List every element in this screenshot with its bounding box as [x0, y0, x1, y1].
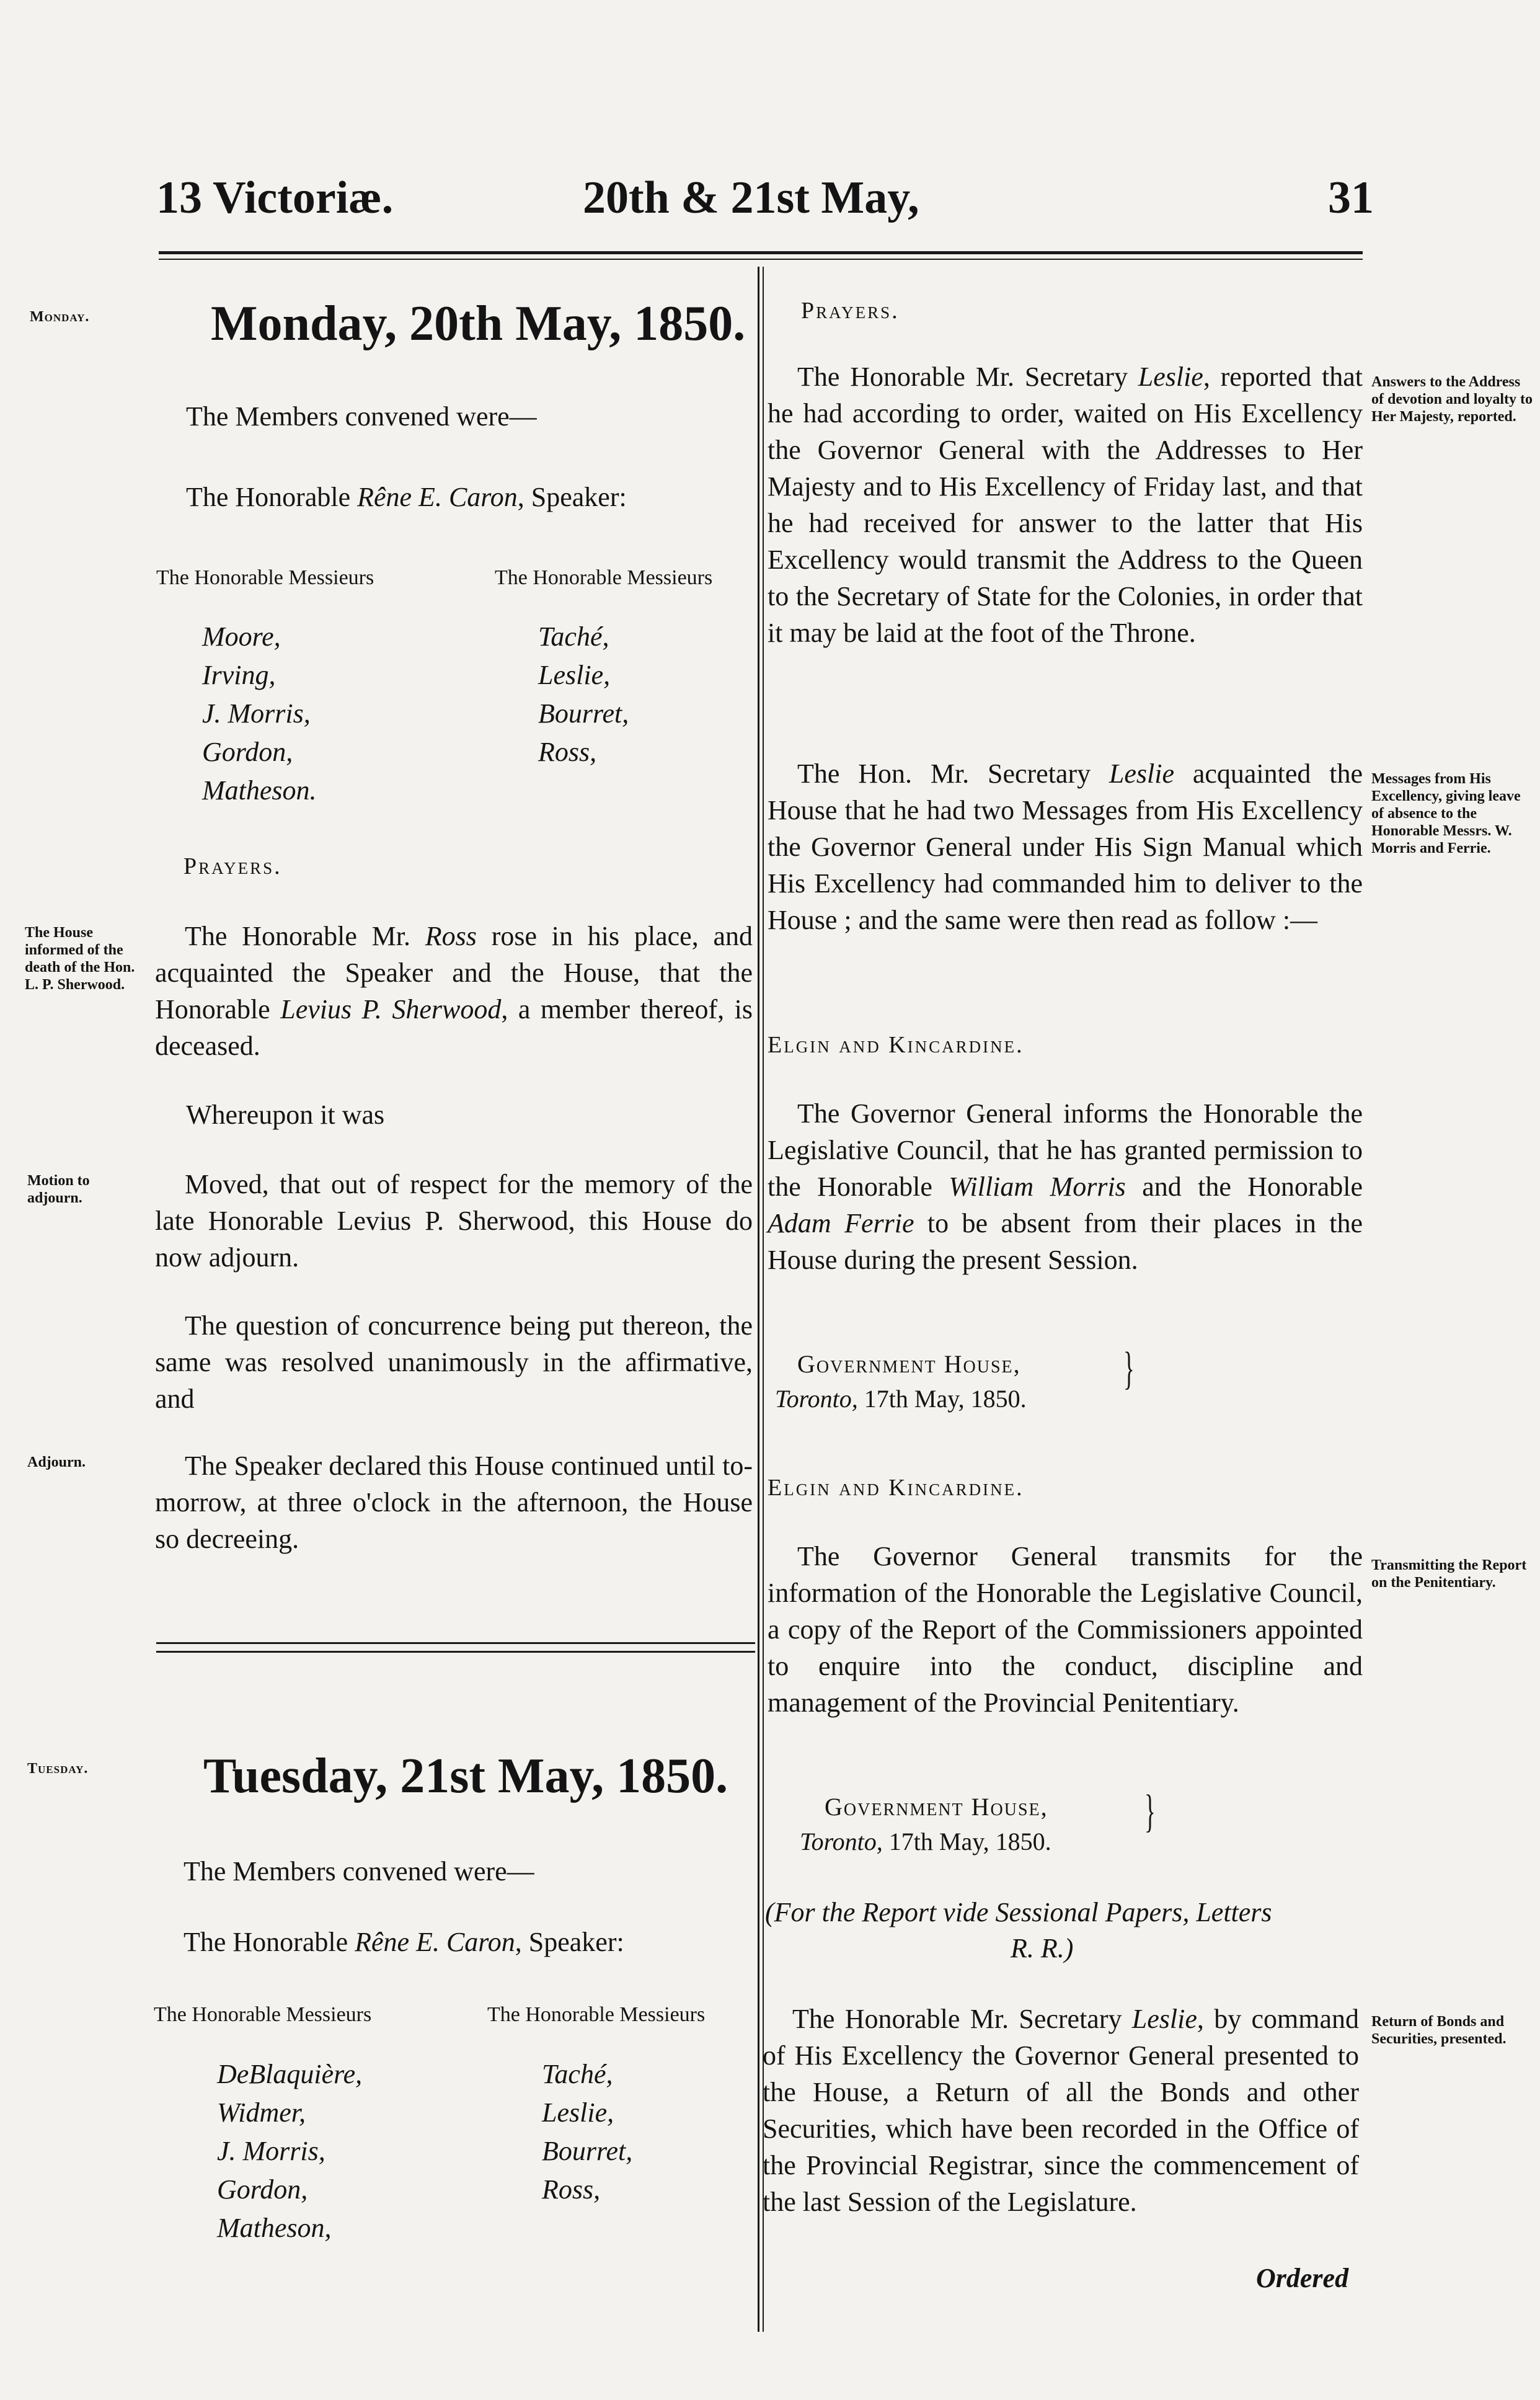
prayers-right: Prayers. — [801, 298, 900, 324]
sidenote-messages: Messages from His Excellency, giving leave of absence to the Honorable Messrs. W. Morris and Ferrie. — [1371, 771, 1521, 856]
tuesday-col-head-left: The Honorable Messieurs — [154, 2003, 372, 2026]
header-rule-thin — [159, 259, 1363, 260]
brace-2: } — [1144, 1786, 1156, 1837]
monday-members-left — [202, 618, 317, 810]
bonds-paragraph: The Honorable Mr. Secretary Leslie, by command of His Excellency the Governor General presented to the House, a Return of all the Bonds and other Securities, which have been recorded in the Office of the Provincial Registrar, since the commencement of the last Session of the Legislature. — [763, 2004, 1359, 2217]
monday-members-right — [538, 618, 629, 771]
question-paragraph: The question of concurrence being put thereon, the same was resolved unanimously in the affirmative, and — [155, 1310, 753, 1414]
tuesday-col-head-right: The Honorable Messieurs — [487, 2003, 706, 2026]
sidenote-transmitting: Transmitting the Report on the Penitentiary. — [1371, 1557, 1527, 1591]
report-reference-line-2: R. R.) — [1011, 1933, 1074, 1963]
monday-prayers: Prayers. — [184, 853, 282, 879]
sidenote-adjourn: Adjourn. — [27, 1454, 86, 1470]
monday-speaker: The Honorable Rêne E. Caron, Speaker: — [186, 482, 627, 512]
sidenote-motion: Motion to adjourn. — [27, 1173, 90, 1206]
monday-convened: The Members convened were— — [186, 401, 537, 432]
member-name: Leslie, — [542, 2097, 614, 2128]
member-name: Ross, — [542, 2174, 601, 2205]
message-two: The Governor General transmits for the information of the Honorable the Legislative Council, a copy of the Report of the Commissioners appointed to enquire into the conduct, discipline and management of the Provincial Penitentiary. — [768, 1541, 1363, 1718]
member-name: Moore, — [202, 621, 281, 652]
member-name: Gordon, — [202, 737, 293, 767]
member-name: Taché, — [538, 621, 609, 652]
speaker-name: Rêne E. Caron — [357, 482, 518, 512]
page-number: 31 — [1328, 172, 1374, 223]
message-one: The Governor General informs the Honorable the Legislative Council, that he has granted permission to the Honorable William Morris and the Honorable Adam Ferrie to be absent from their places in the House during the present Session. — [768, 1098, 1363, 1275]
day-separator — [156, 1642, 755, 1644]
brace-1: } — [1123, 1343, 1135, 1394]
sidenote-bonds: Return of Bonds and Securities, presented. — [1371, 2014, 1507, 2047]
monday-heading: Monday, 20th May, 1850. — [211, 296, 746, 351]
monday-col-head-left: The Honorable Messieurs — [156, 566, 374, 589]
member-name: Matheson, — [217, 2213, 332, 2243]
member-name: Matheson. — [202, 775, 317, 806]
report-reference-line-1: (For the Report vide Sessional Papers, Letters — [765, 1897, 1272, 1927]
day-separator-second — [156, 1651, 755, 1653]
member-name: Taché, — [542, 2059, 613, 2089]
member-name: J. Morris, — [217, 2136, 325, 2166]
sidenote-monday: Monday. — [30, 309, 90, 325]
speaker-name: Rêne E. Caron — [355, 1927, 515, 1957]
signature-block-2: Government House, Toronto, 17th May, 1850. — [800, 1793, 1051, 1856]
member-name: Leslie, — [538, 660, 611, 690]
member-name: DeBlaquière, — [217, 2059, 363, 2089]
motion-paragraph: Moved, that out of respect for the memory of the late Honorable Levius P. Sherwood, this House do now adjourn. — [155, 1169, 753, 1273]
whereupon: Whereupon it was — [186, 1100, 385, 1130]
tuesday-speaker: The Honorable Rêne E. Caron, Speaker: — [184, 1927, 624, 1957]
sidenote-tuesday: Tuesday. — [27, 1761, 89, 1777]
answers-paragraph: The Honorable Mr. Secretary Leslie, reported that he had according to order, waited on His Excellency the Governor General with the Addresses to Her Majesty and to His Excellency of Friday last, and that he had received for answer to the latter that His Excellency would transmit the Address to the Queen to the Secretary of State for the Colonies, in order that it may be laid at the foot of the Throne. — [768, 362, 1363, 648]
tuesday-members-left — [217, 2055, 362, 2247]
member-name: Bourret, — [538, 698, 629, 729]
running-header-left: 13 Victoriæ. — [156, 172, 394, 223]
messages-paragraph: The Hon. Mr. Secretary Leslie acquainted the House that he had two Messages from His Excellency the Governor General under His Sign Manual which His Excellency had commanded him to deliver to the House ; and the same were then read as follow :— — [768, 758, 1363, 935]
member-name: J. Morris, — [202, 698, 311, 729]
death-paragraph: The Honorable Mr. Ross rose in his place, and acquainted the Speaker and the House, that the Honorable Levius P. Sherwood, a member thereof, is deceased. — [155, 921, 753, 1061]
sidenote-house-informed: The House informed of the death of the Hon. L. P. Sherwood. — [25, 925, 135, 993]
catchword: Ordered — [1256, 2263, 1349, 2293]
tuesday-convened: The Members convened were— — [184, 1856, 534, 1887]
member-name: Ross, — [538, 737, 597, 767]
tuesday-members-right — [542, 2055, 632, 2209]
signature-block-1: Government House, Toronto, 17th May, 1850. — [775, 1350, 1027, 1413]
elgin-kincardine-1: Elgin and Kincardine. — [768, 1032, 1024, 1058]
column-divider — [758, 267, 759, 2332]
member-name: Gordon, — [217, 2174, 308, 2205]
member-name: Irving, — [202, 660, 276, 690]
header-rule-thick — [159, 251, 1363, 254]
member-name: Bourret, — [542, 2136, 633, 2166]
adjourn-paragraph: The Speaker declared this House continued until to-morrow, at three o'clock in the afternoon, the House so decreeing. — [155, 1451, 753, 1554]
monday-col-head-right: The Honorable Messieurs — [495, 566, 713, 589]
elgin-kincardine-2: Elgin and Kincardine. — [768, 1475, 1024, 1501]
member-name: Widmer, — [217, 2097, 306, 2128]
running-header-date: 20th & 21st May, — [583, 172, 919, 223]
sidenote-answers: Answers to the Address of devotion and loyalty to Her Majesty, reported. — [1371, 374, 1533, 425]
tuesday-heading: Tuesday, 21st May, 1850. — [203, 1749, 728, 1803]
